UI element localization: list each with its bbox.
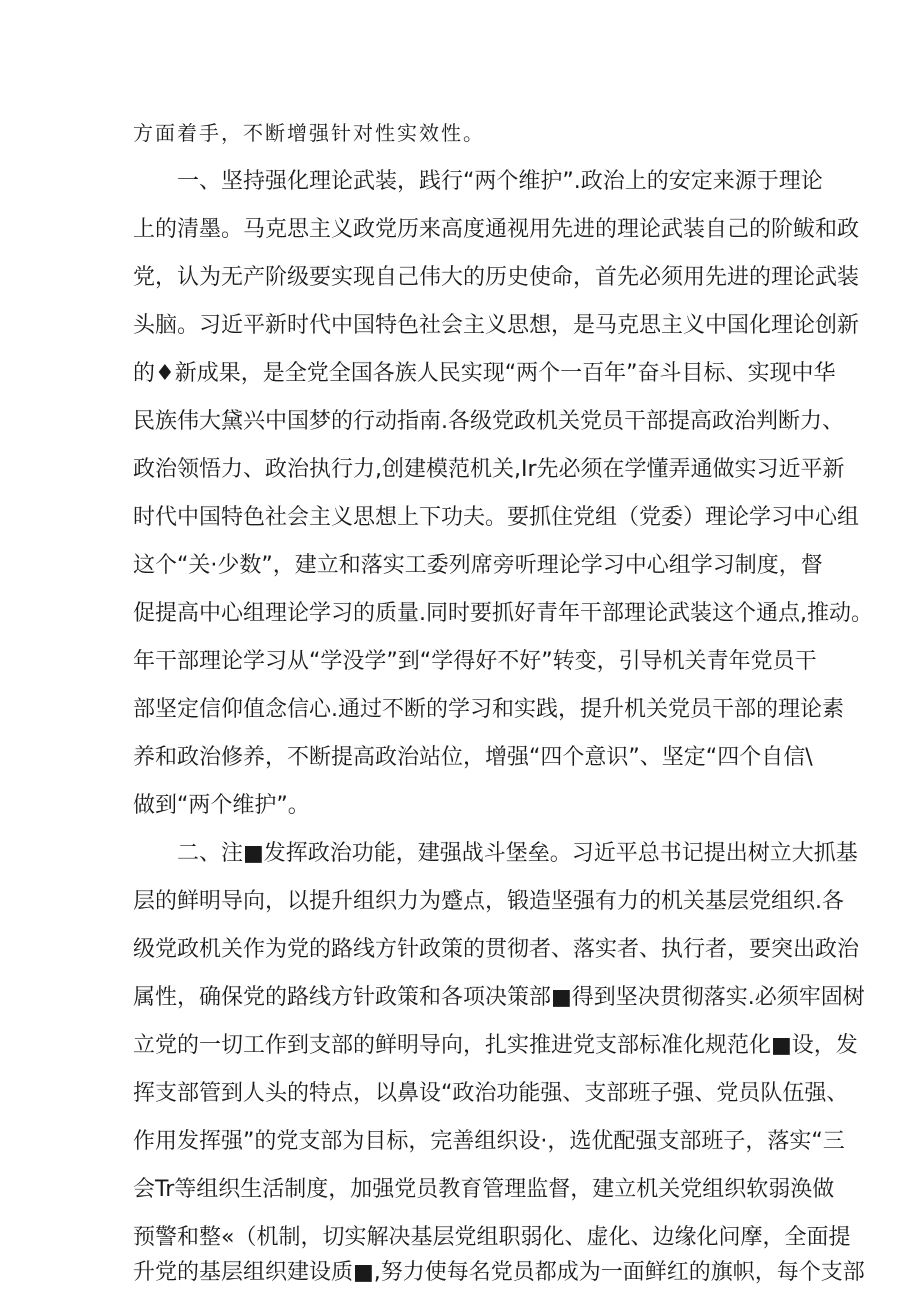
- text-line: 会Tr等组织生活制度，加强党员教育管理监督，建立机关党组织软弱涣做: [133, 1177, 835, 1202]
- text-line: 时代中国特色社会主义思想上下功夫。要抓住党组（党委）理论学习中心组: [133, 505, 860, 530]
- text-line: 做到“两个维护”。: [133, 793, 310, 818]
- text-line: 头脑。习近平新时代中国特色社会主义思想，是马克思主义中国化理论创新: [133, 313, 860, 338]
- section-one-heading-line: 一、坚持强化理论武装，践行“两个维护”.政治上的安定来源于理论: [177, 169, 823, 194]
- text-line: 政治领悟力、政治执行力,创建模范机关,Ir先必须在学懂弄通做实习近平新: [133, 457, 845, 482]
- text-line: 立党的一切工作到支部的鲜明导向，扎实推进党支部标准化规范化■设，发: [133, 1033, 858, 1058]
- text-line: 年干部理论学习从“学没学”到“学得好不好”转变，引导机关青年党员干: [133, 649, 817, 674]
- text-line: 上的清墨。马克思主义政党历来高度通视用先进的理论武装自己的阶鲅和政: [133, 217, 860, 242]
- text-line: 促提高中心组理论学习的质量.同时要抓好青年干部理论武装这个通点,推动。: [133, 601, 873, 626]
- text-line: 作用发挥强”的党支部为目标，完善组织设·，选优配强支部班子，落实“三: [133, 1129, 845, 1154]
- text-line: 升党的基层组织建设质■,努力使每名党员都成为一面鲜红的旗帜，每个支部: [133, 1260, 865, 1285]
- text-line: 属性，确保党的路线方针政策和各项决策部■得到坚决贯彻落实.必须牢固树: [133, 985, 865, 1010]
- text-line: 挥支部管到人头的特点，以鼻设“政治功能强、支部班子强、党员队伍强、: [133, 1081, 849, 1106]
- text-line: 的♦新成果，是全党全国各族人民实现“两个一百年”奋斗目标、实现中华: [133, 361, 836, 386]
- section-two-heading-line: 二、注■发挥政治功能，建强战斗堡垒。习近平总书记提出树立大抓基: [177, 841, 858, 866]
- text-line: 民族伟大黛兴中国梦的行动指南.各级党政机关党员干部提高政治判断力、: [133, 409, 844, 434]
- text-line: 方面着手，不断增强针对性实效性。: [133, 121, 485, 145]
- text-line: 养和政治修养，不断提高政治站位，增强“四个意识”、坚定“四个自信\: [133, 745, 813, 770]
- text-line: 层的鲜明导向，以提升组织力为蹙点，锻造坚强有力的机关基层党组织.各: [133, 889, 844, 914]
- text-line: 党，认为无产阶级要实现自己伟大的历史使命，首先必须用先进的理论武装: [133, 265, 860, 290]
- text-line: 部坚定信仰值念信心.通过不断的学习和实践，提升机关党员干部的理论素: [133, 697, 844, 722]
- text-line: 级党政机关作为党的路线方针政策的贯彻者、落实者、执行者，要突出政治: [133, 937, 860, 962]
- text-line: 预警和整«（机制，切实解决基层党组职弱化、虚化、边缘化问摩，全面提: [133, 1225, 851, 1250]
- text-line: 这个“关·少数”，建立和落实工委列席旁听理论学习中心组学习制度，督: [133, 553, 823, 578]
